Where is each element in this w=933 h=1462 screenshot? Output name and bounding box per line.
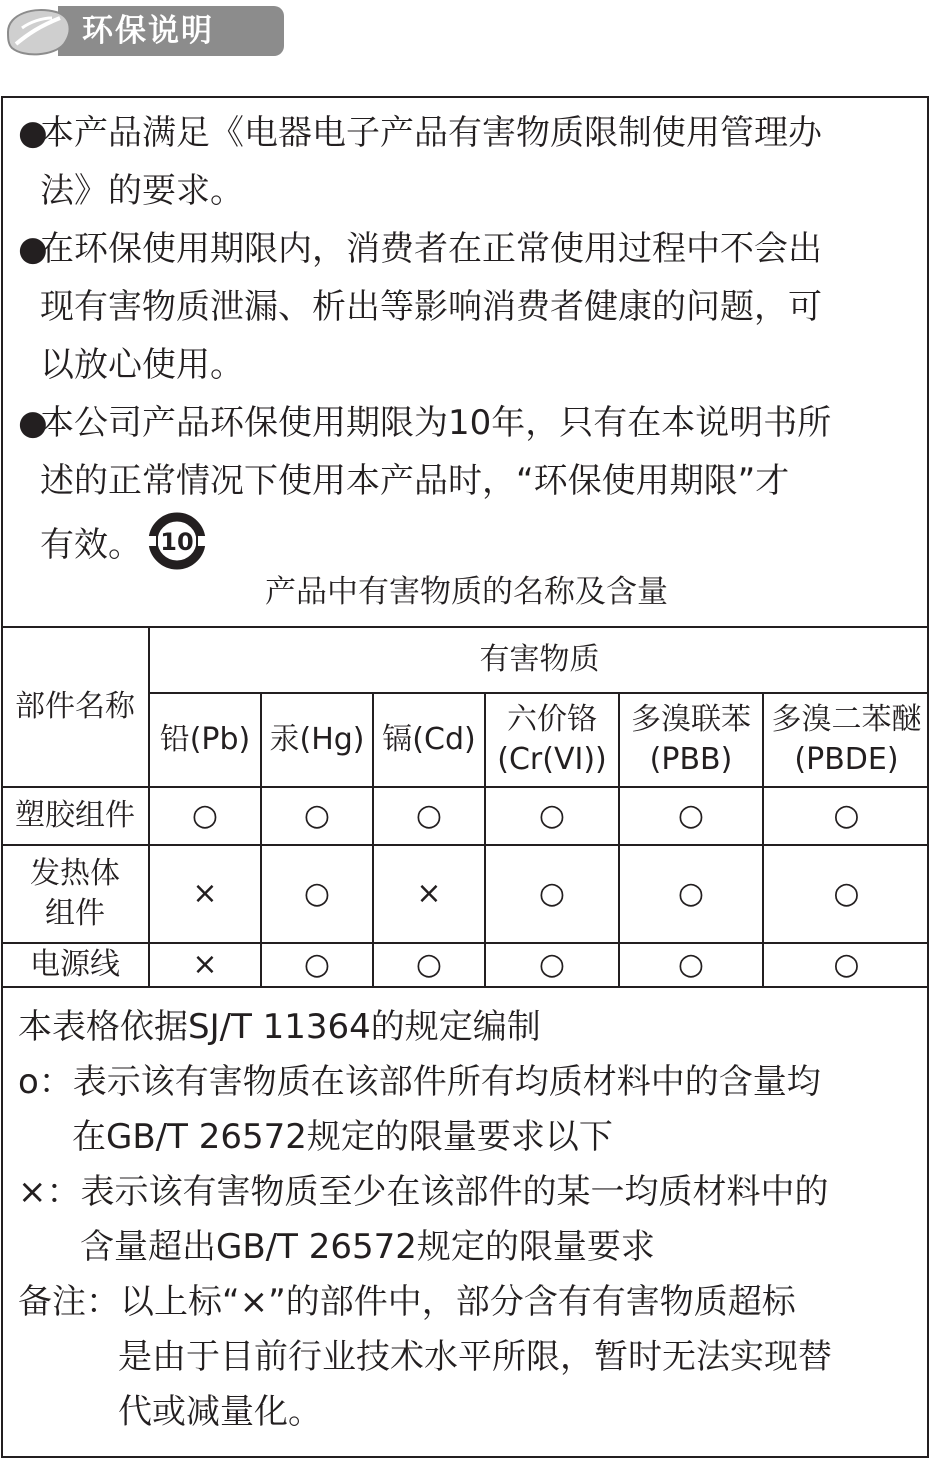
statement-line: 现有害物质泄漏、析出等影响消费者健康的问题，可 [40,287,822,327]
table-cell: ○ [833,947,860,982]
row-part-name [2,846,148,942]
column-header-pbde [764,694,929,786]
column-header-text: (Cr(VI)) [497,742,607,777]
column-header-text: 镉(Cd) [382,722,476,757]
column-header-text: 多溴联苯 [631,702,751,737]
hazard-group-header-text: 有害物质 [479,642,600,677]
table-cell: ○ [303,947,331,982]
statement-item [18,394,918,574]
circle-legend-line: o：表示该有害物质在该部件所有均质材料中的含量均 [18,1062,821,1102]
column-header-cd [374,694,484,786]
row-part-text: 塑胶组件 [15,798,135,833]
column-header-text: 六价铬 [507,702,597,737]
table-cell: ○ [415,798,443,833]
column-header-pb [150,694,260,786]
table-notes [18,1000,923,1440]
column-header-hg [262,694,372,786]
bullet-icon: ● [18,229,48,269]
column-header-pbb [620,694,762,786]
table-cell: ○ [833,876,860,911]
table-cell: × [192,876,218,911]
table-cell: ○ [415,947,443,982]
row-part-text: 组件 [45,896,105,931]
statement-line: 以放心使用。 [40,345,244,385]
table-cell: ○ [538,947,566,982]
bullet-icon: ● [18,403,48,443]
section-title: 环保说明 [82,13,214,49]
hazard-group-header [150,628,929,692]
table-cell: × [416,876,442,911]
column-header-text: 多溴二苯醚 [771,702,922,737]
column-header-text: (PBDE) [794,742,899,777]
statement-line: 在环保使用期限内，消费者在正常使用过程中不会出 [40,229,822,269]
cross-legend-line: ×：表示该有害物质至少在该部件的某一均质材料中的 [18,1172,829,1212]
statement-line: 述的正常情况下使用本产品时，“环保使用期限”才 [40,461,790,501]
table-cell: ○ [538,798,566,833]
row-part-text: 电源线 [30,947,120,982]
standard-basis-note: 本表格依据SJ/T 11364的规定编制 [18,1007,541,1047]
table-cell: ○ [677,876,705,911]
column-header-cr6 [486,694,618,786]
epup-value: 10 [160,528,194,556]
column-header-text: (PBB) [649,742,733,777]
table-border-bottom [1,986,929,988]
table-cell: ○ [538,876,566,911]
statement-item [18,220,918,394]
statement-line: 本产品满足《电器电子产品有害物质限制使用管理办 [40,113,822,153]
table-cell: × [192,947,218,982]
table-cell: ○ [833,798,860,833]
column-header-text: 汞(Hg) [269,722,365,757]
bullet-icon: ● [18,113,48,153]
table-cell: ○ [677,947,705,982]
row-part-text: 发热体 [30,856,120,891]
statement-item [18,104,918,220]
statement-line: 法》的要求。 [40,171,244,211]
statement-list [18,104,918,574]
table-caption: 产品中有害物质的名称及含量 [265,574,668,610]
leaf-logo-icon [4,4,76,58]
part-name-header-text: 部件名称 [15,689,135,724]
remark-line: 备注：以上标“×”的部件中，部分含有有害物质超标 [18,1282,796,1322]
statement-line: 本公司产品环保使用期限为10年，只有在本说明书所 [40,403,832,443]
table-cell: ○ [191,798,219,833]
row-part-name [2,788,148,844]
cross-legend-line: 含量超出GB/T 26572规定的限量要求 [80,1227,655,1267]
remark-line: 是由于目前行业技术水平所限，暂时无法实现替 [118,1337,832,1377]
table-cell: ○ [677,798,705,833]
circle-legend-line: 在GB/T 26572规定的限量要求以下 [72,1117,613,1157]
row-part-name [2,944,148,986]
statement-line: 有效。 [40,525,142,565]
part-name-header [2,628,148,786]
column-header-text: 铅(Pb) [159,722,251,757]
table-cell: ○ [303,798,331,833]
epup-10-icon [146,510,208,572]
table-cell: ○ [303,876,331,911]
remark-line: 代或减量化。 [118,1392,322,1432]
